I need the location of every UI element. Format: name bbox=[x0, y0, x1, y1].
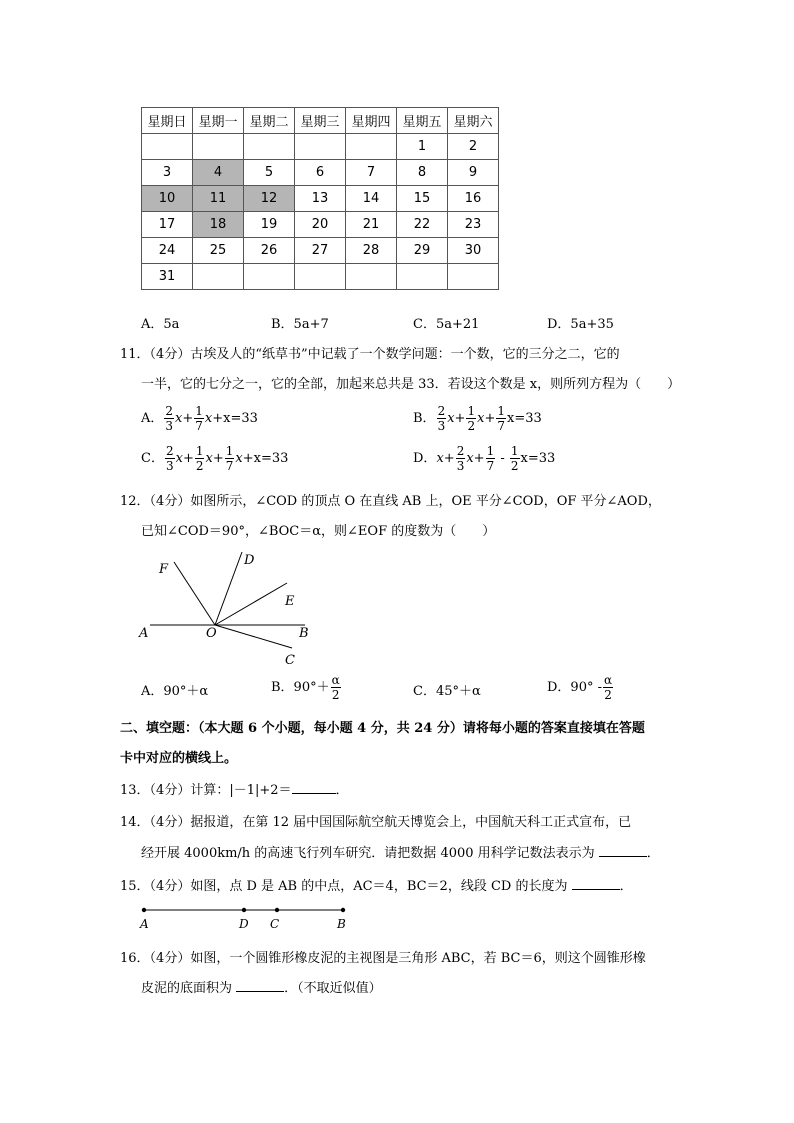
calendar-cell bbox=[448, 264, 499, 290]
label-a: A bbox=[139, 626, 149, 641]
q16-blank bbox=[236, 979, 284, 992]
label-d: D bbox=[244, 553, 255, 568]
calendar-cell bbox=[142, 134, 193, 160]
calendar-row bbox=[142, 186, 499, 212]
calendar-cell: 8 bbox=[397, 160, 448, 186]
calendar-cell: 9 bbox=[448, 160, 499, 186]
calendar-cell: 21 bbox=[346, 212, 397, 238]
calendar-cell: 25 bbox=[193, 238, 244, 264]
q11-option-a-label: A． bbox=[141, 411, 164, 426]
q12-option-c: C．45°＋α bbox=[413, 684, 481, 699]
q15-segment-figure bbox=[132, 902, 357, 932]
point-c bbox=[275, 908, 279, 912]
q12-b-denominator: 2 bbox=[331, 688, 340, 702]
calendar-header-cell: 星期二 bbox=[244, 108, 295, 134]
calendar-header-cell: 星期六 bbox=[448, 108, 499, 134]
point-a bbox=[142, 908, 146, 912]
ray-of bbox=[174, 562, 215, 625]
calendar-row bbox=[142, 160, 499, 186]
q12-option-d bbox=[547, 674, 614, 701]
calendar-cell: 4 bbox=[193, 160, 244, 186]
label-o: O bbox=[206, 626, 217, 641]
q10-option-c: C．5a+21 bbox=[413, 317, 480, 332]
q12-angle-figure bbox=[130, 548, 330, 672]
q15-text: 15．（4分）如图，点 D 是 AB 的中点，AC＝4，BC＝2，线段 CD 的长度为 bbox=[120, 879, 568, 894]
calendar-cell: 6 bbox=[295, 160, 346, 186]
q11-option-d-tail: x=33 bbox=[520, 451, 556, 466]
q12-option-d-text: D．90° - bbox=[547, 680, 602, 695]
q11-option-c: C． $\frac{2}{3}$ x+ $\frac{1}{2}$ x+ $\frac{1}{7}$ x+x=33 bbox=[141, 444, 289, 473]
q11-option-d-label: D． bbox=[413, 451, 437, 466]
calendar-cell: 10 bbox=[142, 186, 193, 212]
q11-option-a: A． $\frac{2}{3}$ x+ $\frac{1}{7}$ x+x=33 bbox=[141, 404, 258, 433]
q11-option-b: B． $\frac{2}{3}$ x+ $\frac{1}{2}$ x+ $\frac{1}{7}$ x=33 bbox=[413, 404, 542, 433]
q12-option-b-text: B．90°＋ bbox=[271, 680, 330, 695]
calendar-cell: 27 bbox=[295, 238, 346, 264]
calendar-cell: 17 bbox=[142, 212, 193, 238]
calendar-cell: 11 bbox=[193, 186, 244, 212]
ray-oc bbox=[215, 625, 292, 648]
calendar-cell: 3 bbox=[142, 160, 193, 186]
q13-end: ． bbox=[335, 783, 349, 798]
calendar-cell bbox=[346, 264, 397, 290]
calendar-cell bbox=[193, 134, 244, 160]
q12-option-b bbox=[271, 674, 342, 701]
q14-blank bbox=[599, 844, 647, 857]
calendar-cell bbox=[295, 264, 346, 290]
calendar-cell bbox=[295, 134, 346, 160]
calendar-cell: 23 bbox=[448, 212, 499, 238]
calendar-cell: 1 bbox=[397, 134, 448, 160]
q12-line2: 已知∠COD＝90°，∠BOC＝α，则∠EOF 的度数为（ ） bbox=[141, 524, 496, 539]
q15-end: ． bbox=[619, 879, 633, 894]
calendar-cell: 12 bbox=[244, 186, 295, 212]
calendar-table bbox=[141, 107, 499, 290]
seg-label-a: A bbox=[140, 917, 149, 931]
calendar-cell bbox=[244, 134, 295, 160]
calendar-header-cell: 星期五 bbox=[397, 108, 448, 134]
seg-label-c: C bbox=[270, 917, 280, 931]
calendar-header-cell: 星期日 bbox=[142, 108, 193, 134]
calendar-cell: 5 bbox=[244, 160, 295, 186]
section2-line1: 二、填空题：（本大题 6 个小题，每小题 4 分，共 24 分）请将每小题的答案直接填在答题 bbox=[120, 721, 645, 736]
q13-text: 13．（4分）计算：|－1|+2＝ bbox=[120, 783, 292, 798]
q13-blank bbox=[292, 781, 336, 794]
q11-line1: 11．（4分）古埃及人的“纸草书”中记载了一个数学问题：一个数，它的三分之二，它的 bbox=[120, 347, 620, 362]
calendar-header-cell: 星期一 bbox=[193, 108, 244, 134]
calendar-cell: 15 bbox=[397, 186, 448, 212]
calendar-cell bbox=[346, 134, 397, 160]
q15 bbox=[120, 875, 633, 894]
point-d bbox=[242, 908, 246, 912]
calendar-cell: 28 bbox=[346, 238, 397, 264]
q14-end: ． bbox=[646, 846, 660, 861]
calendar-cell: 14 bbox=[346, 186, 397, 212]
calendar-cell bbox=[244, 264, 295, 290]
calendar-cell: 24 bbox=[142, 238, 193, 264]
calendar-cell: 16 bbox=[448, 186, 499, 212]
q12-line1: 12．（4分）如图所示，∠COD 的顶点 O 在直线 AB 上，OE 平分∠COD，OF 平分∠AOD， bbox=[120, 494, 661, 509]
q14-line1: 14．（4分）据报道，在第 12 届中国国际航空航天博览会上，中国航天科工正式宣布，已 bbox=[120, 815, 632, 830]
calendar-cell: 31 bbox=[142, 264, 193, 290]
q11-option-b-tail: x=33 bbox=[506, 411, 542, 426]
label-f: F bbox=[159, 562, 169, 577]
calendar-cell: 30 bbox=[448, 238, 499, 264]
q15-blank bbox=[572, 877, 620, 890]
calendar-cell: 18 bbox=[193, 212, 244, 238]
section2-line2: 卡中对应的横线上。 bbox=[120, 751, 238, 766]
q16-line2-text: 皮泥的底面积为 bbox=[141, 981, 233, 996]
q10-option-b: B．5a+7 bbox=[271, 317, 329, 332]
seg-label-d: D bbox=[239, 917, 249, 931]
q14-line2-text: 经开展 4000km/h 的高速飞行列车研究．请把数据 4000 用科学记数法表示为 bbox=[141, 846, 595, 861]
q12-d-numerator: α bbox=[604, 673, 613, 687]
q14-line2 bbox=[141, 842, 660, 861]
calendar-row bbox=[142, 212, 499, 238]
calendar-cell: 26 bbox=[244, 238, 295, 264]
q11-option-b-label: B． bbox=[413, 411, 436, 426]
seg-label-b: B bbox=[337, 917, 346, 931]
calendar-cell: 29 bbox=[397, 238, 448, 264]
calendar-row bbox=[142, 134, 499, 160]
label-e: E bbox=[285, 594, 295, 609]
calendar-cell: 22 bbox=[397, 212, 448, 238]
ray-oe bbox=[215, 583, 287, 625]
q11-line2: 一半，它的七分之一，它的全部，加起来总共是 33．若设这个数是 x，则所列方程为（ ） bbox=[141, 377, 681, 392]
calendar-cell: 20 bbox=[295, 212, 346, 238]
calendar-header-cell: 星期三 bbox=[295, 108, 346, 134]
q10-option-d: D．5a+35 bbox=[547, 317, 614, 332]
label-c: C bbox=[285, 653, 295, 668]
point-b bbox=[341, 908, 345, 912]
calendar-cell: 2 bbox=[448, 134, 499, 160]
q12-d-denominator: 2 bbox=[604, 688, 612, 702]
calendar-cell bbox=[193, 264, 244, 290]
calendar-row bbox=[142, 264, 499, 290]
label-b: B bbox=[299, 626, 309, 641]
q13 bbox=[120, 779, 349, 798]
q16-line2 bbox=[141, 977, 382, 996]
q11-option-c-tail: x=33 bbox=[253, 451, 289, 466]
q16-line1: 16．（4分）如图，一个圆锥形橡皮泥的主视图是三角形 ABC，若 BC＝6，则这个圆锥形橡 bbox=[120, 951, 646, 966]
calendar-header-cell: 星期四 bbox=[346, 108, 397, 134]
q12-b-numerator: α bbox=[331, 673, 340, 687]
q11-option-d: D．x+ $\frac{2}{3}$ x+ $\frac{1}{7}$ - $\frac{1}{2}$ x=33 bbox=[413, 444, 556, 473]
calendar-cell: 19 bbox=[244, 212, 295, 238]
calendar-row bbox=[142, 238, 499, 264]
q16-end: ．（不取近似值） bbox=[284, 981, 382, 996]
calendar-header-row bbox=[142, 108, 499, 134]
calendar-cell: 7 bbox=[346, 160, 397, 186]
calendar-cell bbox=[397, 264, 448, 290]
calendar-cell: 13 bbox=[295, 186, 346, 212]
q10-option-a: A．5a bbox=[141, 317, 180, 332]
q11-option-a-tail: x=33 bbox=[223, 411, 258, 426]
q12-option-a: A．90°＋α bbox=[141, 684, 209, 699]
ray-od bbox=[215, 552, 242, 625]
q11-option-c-label: C． bbox=[141, 451, 164, 466]
